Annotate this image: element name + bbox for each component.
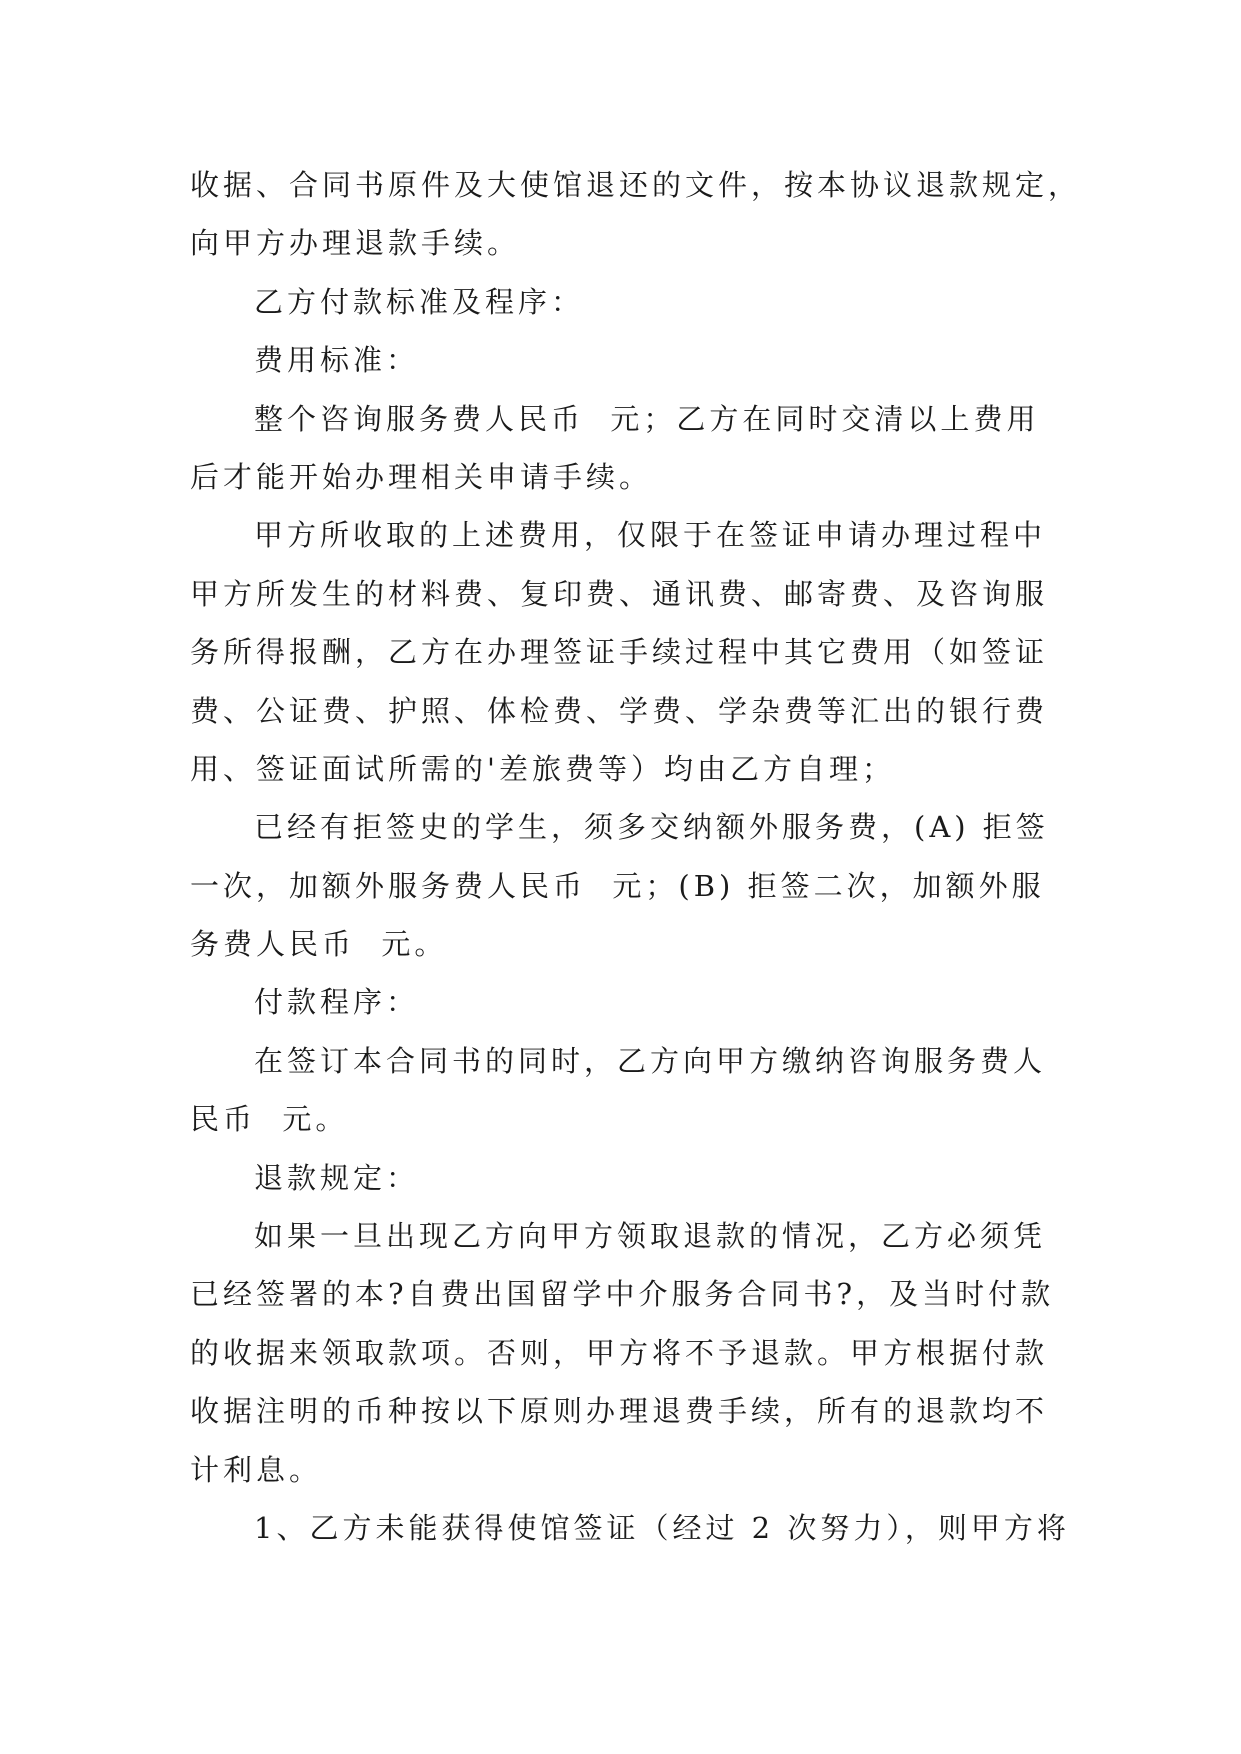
text-line: 民币 元。 xyxy=(190,1102,349,1137)
section-heading: 付款程序： xyxy=(254,985,420,1020)
document-body xyxy=(190,156,1082,1557)
text-line: 向甲方办理退款手续。 xyxy=(190,226,521,261)
text-line: 整个咨询服务费人民币 元；乙方在同时交清以上费用 xyxy=(254,401,1040,436)
text-line: 计利息。 xyxy=(190,1452,323,1487)
text-line: 在签订本合同书的同时，乙方向甲方缴纳咨询服务费人 xyxy=(254,1043,1047,1078)
text-line: 甲方所收取的上述费用，仅限于在签证申请办理过程中 xyxy=(254,518,1047,553)
text-line: 的收据来领取款项。否则，甲方将不予退款。甲方根据付款 xyxy=(190,1335,1049,1370)
section-heading: 退款规定： xyxy=(254,1160,420,1195)
section-heading: 费用标准： xyxy=(254,343,420,378)
text-line: 1、乙方未能获得使馆签证（经过 2 次努力），则甲方将 xyxy=(254,1510,1070,1545)
text-line: 务费人民币 元。 xyxy=(190,927,448,962)
text-line: 已经签署的本?自费出国留学中介服务合同书?，及当时付款 xyxy=(190,1277,1055,1312)
text-line: 费、公证费、护照、体检费、学费、学杂费等汇出的银行费 xyxy=(190,693,1049,728)
section-heading: 乙方付款标准及程序： xyxy=(254,284,585,319)
text-line: 一次，加额外服务费人民币 元；(B) 拒签二次，加额外服 xyxy=(190,868,1045,903)
text-line: 甲方所发生的材料费、复印费、通讯费、邮寄费、及咨询服 xyxy=(190,576,1049,611)
text-line: 收据注明的币种按以下原则办理退费手续，所有的退款均不 xyxy=(190,1394,1049,1429)
text-line: 后才能开始办理相关申请手续。 xyxy=(190,459,653,494)
text-line: 已经有拒签史的学生，须多交纳额外服务费，(A) 拒签 xyxy=(254,810,1049,845)
text-line: 收据、合同书原件及大使馆退还的文件，按本协议退款规定， xyxy=(190,168,1082,202)
text-line: 用、签证面试所需的'差旅费等）均由乙方自理； xyxy=(190,751,895,786)
text-line: 务所得报酬，乙方在办理签证手续过程中其它费用（如签证 xyxy=(190,635,1049,670)
text-line: 如果一旦出现乙方向甲方领取退款的情况，乙方必须凭 xyxy=(254,1219,1047,1254)
